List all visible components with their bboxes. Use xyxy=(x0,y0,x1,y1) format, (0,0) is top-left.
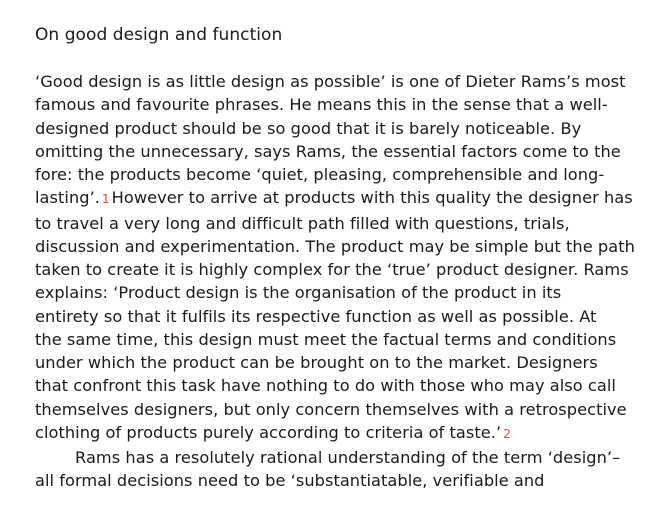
footnote-marker-2[interactable]: 2 xyxy=(503,426,511,441)
text-line: ‘Good design is as little design as possible’ is one of Dieter Rams’s most xyxy=(35,72,626,91)
footnote-marker-1[interactable]: 1 xyxy=(101,192,110,207)
text-line: fore: the products become ‘quiet, pleasing, comprehensible and long- xyxy=(35,165,605,184)
article-heading: On good design and function xyxy=(35,25,283,45)
paragraph-2 xyxy=(35,446,635,493)
text-line: taken to create it is highly complex for the ‘true’ product designer. Rams xyxy=(35,260,629,279)
text-line: omitting the unnecessary, says Rams, the essential factors come to the xyxy=(35,141,621,161)
text-line: that confront this task have nothing to do with those who may also call xyxy=(35,376,616,396)
text-segment: clothing of products purely according to criteria of taste.’ xyxy=(35,422,502,442)
paragraph-1 xyxy=(35,70,635,446)
text-line: to travel a very long and difficult path filled with questions, trials, xyxy=(35,213,570,233)
text-line: all formal decisions need to be ‘substantiatable, verifiable and xyxy=(35,471,545,491)
text-segment: lasting’. xyxy=(35,188,100,208)
text-line: the same time, this design must meet the factual terms and conditions xyxy=(35,329,617,349)
text-line: famous and favourite phrases. He means this in the sense that a well- xyxy=(35,95,608,115)
text-line: discussion and experimentation. The product may be simple but the path xyxy=(35,236,635,256)
text-line: designed product should be so good that it is barely noticeable. By xyxy=(35,118,582,138)
text-line: themselves designers, but only concern themselves with a retrospective xyxy=(35,399,627,419)
article xyxy=(35,24,635,493)
text-line xyxy=(35,421,635,446)
text-line: explains: ‘Product design is the organisation of the product in its xyxy=(35,283,562,303)
text-segment: However to arrive at products with this quality the designer has xyxy=(111,188,633,208)
text-line: Rams has a resolutely rational understanding of the term ‘design’– xyxy=(75,448,621,467)
text-line xyxy=(35,186,635,211)
text-line: under which the product can be brought on to the market. Designers xyxy=(35,353,598,372)
text-line: entirety so that it fulfils its respective function as well as possible. At xyxy=(35,306,597,326)
